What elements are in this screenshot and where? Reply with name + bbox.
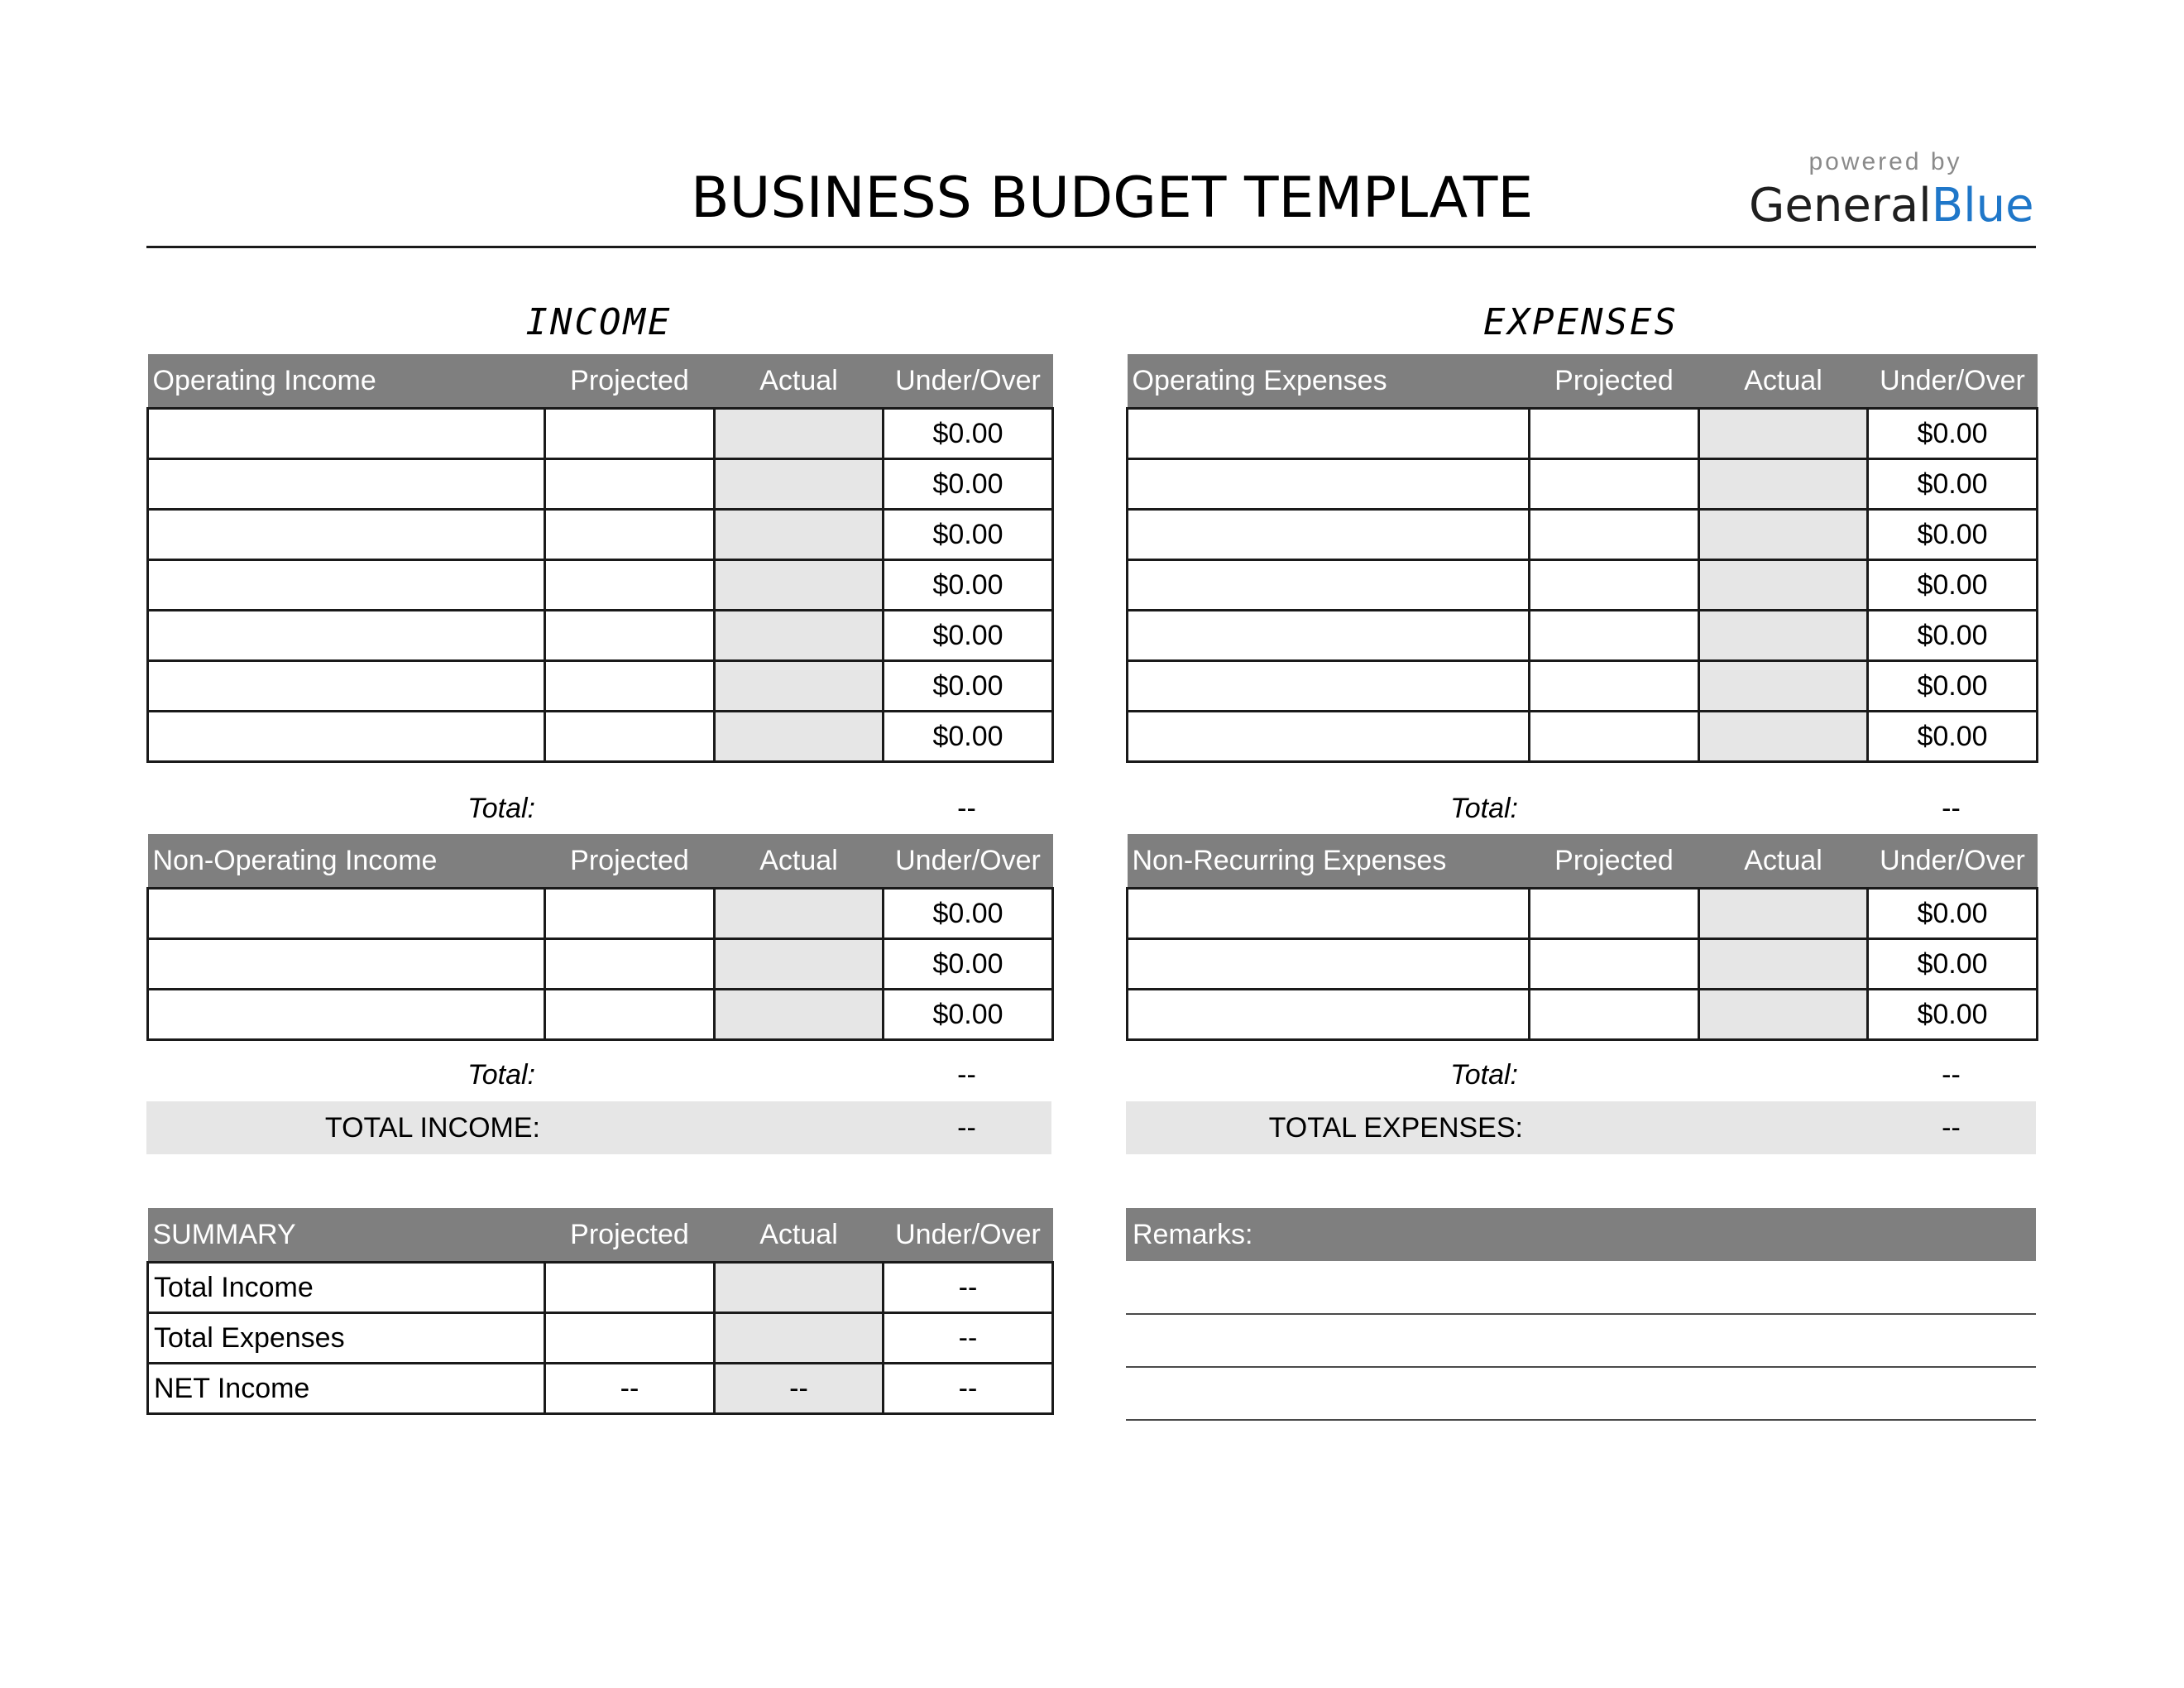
category-cell[interactable] [1128,611,1530,661]
table-row [1128,712,2038,762]
col-header-under-over: Under/Over [884,1208,1053,1263]
summary-row-total-income [148,1263,1053,1313]
table-row [1128,990,2038,1040]
projected-cell: -- [545,1364,715,1414]
under-over-cell: $0.00 [884,459,1053,510]
projected-cell[interactable] [545,889,715,939]
table-row [148,712,1053,762]
under-over-cell: $0.00 [1868,939,2038,990]
non-recurring-expenses-table [1126,834,2038,1041]
remarks-header: Remarks: [1126,1208,2036,1261]
table-header-row [148,1208,1053,1263]
total-expenses-row [1126,1101,2036,1154]
summary-row-total-expenses [148,1313,1053,1364]
projected-cell[interactable] [545,990,715,1040]
col-header-under-over: Under/Over [1868,834,2038,889]
category-cell[interactable] [1128,712,1530,762]
total-label: Total: [467,793,535,824]
expenses-heading: EXPENSES [1483,301,1679,343]
category-cell[interactable] [148,409,545,459]
summary-label: Total Income [148,1263,545,1313]
table-row [148,661,1053,712]
operating-income-table [146,354,1054,763]
remarks-line[interactable] [1126,1313,2036,1315]
actual-cell[interactable] [715,889,884,939]
under-over-cell: -- [884,1263,1053,1313]
under-over-cell: $0.00 [884,510,1053,560]
col-header-under-over: Under/Over [884,354,1053,409]
total-label: Total: [1450,793,1518,824]
col-header-projected: Projected [545,1208,715,1263]
table-row [148,939,1053,990]
non-recurring-expenses-total [1126,1049,2036,1101]
projected-cell[interactable] [1530,939,1699,990]
projected-cell[interactable] [1530,510,1699,560]
total-expenses-value: -- [1942,1112,1961,1144]
non-operating-income-total [146,1049,1051,1101]
category-cell[interactable] [148,560,545,611]
actual-cell[interactable] [715,409,884,459]
summary-row-net-income [148,1364,1053,1414]
category-cell[interactable] [148,661,545,712]
actual-cell[interactable] [715,661,884,712]
category-cell[interactable] [148,510,545,560]
total-value: -- [957,1059,976,1091]
under-over-cell: -- [884,1313,1053,1364]
under-over-cell: $0.00 [1868,889,2038,939]
actual-cell[interactable] [715,510,884,560]
table-row [1128,409,2038,459]
under-over-cell: $0.00 [884,409,1053,459]
actual-cell[interactable] [1699,990,1868,1040]
powered-by-text: powered by [1808,148,1962,175]
table-row [1128,939,2038,990]
category-cell[interactable] [1128,990,1530,1040]
projected-cell[interactable] [1530,409,1699,459]
income-heading: INCOME [525,301,673,343]
projected-cell[interactable] [545,1263,715,1313]
summary-label: Total Expenses [148,1313,545,1364]
col-header-projected: Projected [545,834,715,889]
actual-cell[interactable] [1699,939,1868,990]
remarks-line[interactable] [1126,1366,2036,1368]
table-row [148,611,1053,661]
actual-cell[interactable] [715,611,884,661]
actual-cell: -- [715,1364,884,1414]
category-cell[interactable] [1128,661,1530,712]
table-row [148,889,1053,939]
table-header-row [1128,834,2038,889]
under-over-cell: $0.00 [884,990,1053,1040]
total-label: Total: [1450,1059,1518,1091]
table-row [1128,459,2038,510]
col-header-actual: Actual [715,834,884,889]
actual-cell[interactable] [715,990,884,1040]
total-value: -- [957,793,976,824]
table-row [1128,510,2038,560]
actual-cell[interactable] [1699,459,1868,510]
under-over-cell: $0.00 [884,889,1053,939]
projected-cell[interactable] [1530,611,1699,661]
category-cell[interactable] [148,990,545,1040]
category-cell[interactable] [1128,560,1530,611]
category-cell[interactable] [1128,510,1530,560]
total-income-label: TOTAL INCOME: [324,1112,540,1144]
projected-cell[interactable] [1530,712,1699,762]
projected-cell[interactable] [1530,889,1699,939]
col-header-actual: Actual [715,1208,884,1263]
col-header-under-over: Under/Over [884,834,1053,889]
category-cell[interactable] [148,611,545,661]
summary-label: NET Income [148,1364,545,1414]
projected-cell[interactable] [1530,990,1699,1040]
col-header-actual: Actual [1699,354,1868,409]
under-over-cell: $0.00 [1868,712,2038,762]
total-label: Total: [467,1059,535,1091]
total-income-row [146,1101,1051,1154]
actual-cell[interactable] [715,1263,884,1313]
total-value: -- [1942,793,1961,824]
projected-cell[interactable] [545,560,715,611]
generalblue-logo: GeneralBlue [1749,179,2034,233]
col-header-actual: Actual [715,354,884,409]
table-header-row [148,834,1053,889]
projected-cell[interactable] [545,459,715,510]
actual-cell[interactable] [715,560,884,611]
table-row [148,560,1053,611]
projected-cell[interactable] [545,510,715,560]
under-over-cell: $0.00 [884,939,1053,990]
col-header-projected: Projected [1530,834,1699,889]
category-cell[interactable] [148,939,545,990]
col-header-summary: SUMMARY [148,1208,545,1263]
operating-expenses-total [1126,783,2036,834]
table-row [148,990,1053,1040]
under-over-cell: $0.00 [884,661,1053,712]
category-cell[interactable] [148,459,545,510]
under-over-cell: -- [884,1364,1053,1414]
under-over-cell: $0.00 [1868,560,2038,611]
col-header-actual: Actual [1699,834,1868,889]
table-header-row [148,354,1053,409]
projected-cell[interactable] [1530,459,1699,510]
table-row [148,409,1053,459]
projected-cell[interactable] [545,712,715,762]
actual-cell[interactable] [1699,611,1868,661]
actual-cell[interactable] [715,459,884,510]
col-header-category: Operating Expenses [1128,354,1530,409]
col-header-projected: Projected [545,354,715,409]
under-over-cell: $0.00 [1868,459,2038,510]
under-over-cell: $0.00 [884,712,1053,762]
table-row [1128,889,2038,939]
under-over-cell: $0.00 [884,611,1053,661]
col-header-category: Non-Operating Income [148,834,545,889]
actual-cell[interactable] [1699,889,1868,939]
actual-cell[interactable] [1699,712,1868,762]
total-income-value: -- [957,1112,976,1144]
table-row [1128,611,2038,661]
category-cell[interactable] [1128,409,1530,459]
actual-cell[interactable] [715,939,884,990]
under-over-cell: $0.00 [1868,510,2038,560]
category-cell[interactable] [1128,939,1530,990]
page-title: BUSINESS BUDGET TEMPLATE [691,165,1534,231]
non-operating-income-table [146,834,1054,1041]
col-header-under-over: Under/Over [1868,354,2038,409]
projected-cell[interactable] [545,661,715,712]
brand-logo [1749,147,2034,235]
table-row [148,459,1053,510]
actual-cell[interactable] [1699,409,1868,459]
projected-cell[interactable] [545,939,715,990]
actual-cell[interactable] [1699,560,1868,611]
total-expenses-label: TOTAL EXPENSES: [1268,1112,1523,1144]
category-cell[interactable] [148,889,545,939]
projected-cell[interactable] [1530,661,1699,712]
projected-cell[interactable] [545,409,715,459]
col-header-projected: Projected [1530,354,1699,409]
category-cell[interactable] [1128,459,1530,510]
title-divider [146,246,2036,248]
table-row [1128,560,2038,611]
total-value: -- [1942,1059,1961,1091]
operating-expenses-table [1126,354,2038,763]
category-cell[interactable] [148,712,545,762]
projected-cell[interactable] [1530,560,1699,611]
table-row [148,510,1053,560]
projected-cell[interactable] [545,1313,715,1364]
under-over-cell: $0.00 [884,560,1053,611]
table-header-row [1128,354,2038,409]
actual-cell[interactable] [715,1313,884,1364]
actual-cell[interactable] [1699,510,1868,560]
category-cell[interactable] [1128,889,1530,939]
under-over-cell: $0.00 [1868,661,2038,712]
operating-income-total [146,783,1051,834]
actual-cell[interactable] [715,712,884,762]
remarks-line[interactable] [1126,1419,2036,1421]
projected-cell[interactable] [545,611,715,661]
col-header-category: Non-Recurring Expenses [1128,834,1530,889]
table-row [1128,661,2038,712]
under-over-cell: $0.00 [1868,990,2038,1040]
under-over-cell: $0.00 [1868,611,2038,661]
actual-cell[interactable] [1699,661,1868,712]
summary-table [146,1208,1054,1415]
under-over-cell: $0.00 [1868,409,2038,459]
col-header-category: Operating Income [148,354,545,409]
